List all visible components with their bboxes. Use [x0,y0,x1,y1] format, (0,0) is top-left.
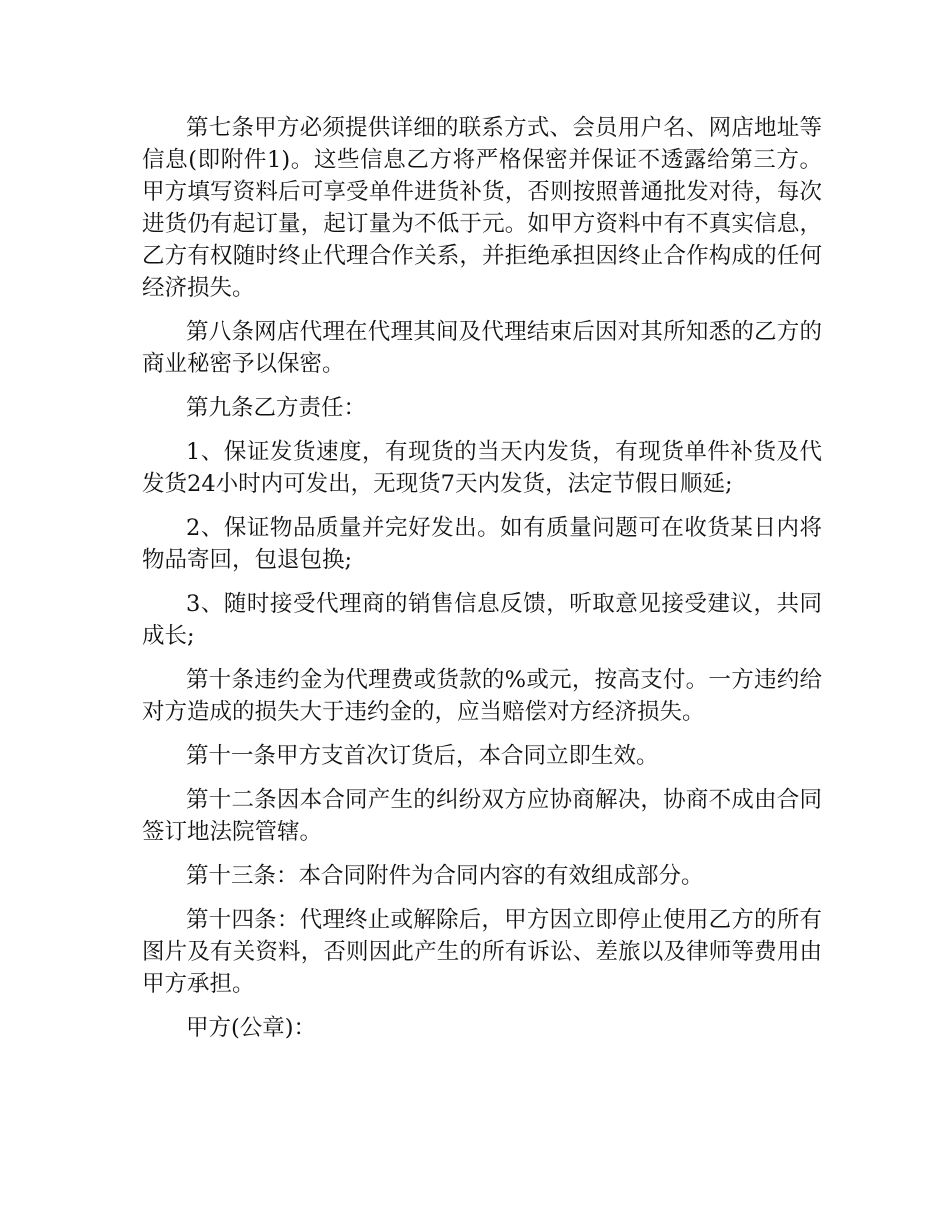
clause-9-item-2: 2、保证物品质量并完好发出。如有质量问题可在收货某日内将物品寄回，包退包换; [142,515,822,573]
clause-14: 第十四条：代理终止或解除后，甲方因立即停止使用乙方的所有图片及有关资料，否则因此产生的所有诉讼、差旅以及律师等费用由甲方承担。 [142,907,822,997]
clause-9-item-3: 3、随时接受代理商的销售信息反馈，听取意见接受建议，共同成长; [142,591,822,649]
document-body [142,112,822,1056]
clause-7: 第七条甲方必须提供详细的联系方式、会员用户名、网店地址等信息(即附件1)。这些信息乙方将严格保密并保证不透露给第三方。甲方填写资料后可享受单件进货补货，否则按照普通批发对待，每次进货仍有起订量，起订量为不低于元。如甲方资料中有不真实信息，乙方有权随时终止代理合作关系，并拒绝承担因终止合作构成的任何经济损失。 [142,115,822,301]
clause-9-heading: 第九条乙方责任： [186,395,367,421]
clause-12: 第十二条因本合同产生的纠纷双方应协商解决，协商不成由合同签订地法院管辖。 [142,787,822,845]
clause-10: 第十条违约金为代理费或货款的%或元，按高支付。一方违约给对方造成的损失大于违约金的，应当赔偿对方经济损失。 [142,667,822,725]
party-a-seal-line: 甲方(公章)： [186,1015,317,1041]
clause-11: 第十一条甲方支首次订货后，本合同立即生效。 [186,743,659,769]
clause-13: 第十三条：本合同附件为合同内容的有效组成部分。 [186,863,704,889]
clause-9-item-1: 1、保证发货速度，有现货的当天内发货，有现货单件补货及代发货24小时内可发出，无现货7天内发货，法定节假日顺延; [142,439,822,497]
clause-8: 第八条网店代理在代理其间及代理结束后因对其所知悉的乙方的商业秘密予以保密。 [142,319,822,377]
